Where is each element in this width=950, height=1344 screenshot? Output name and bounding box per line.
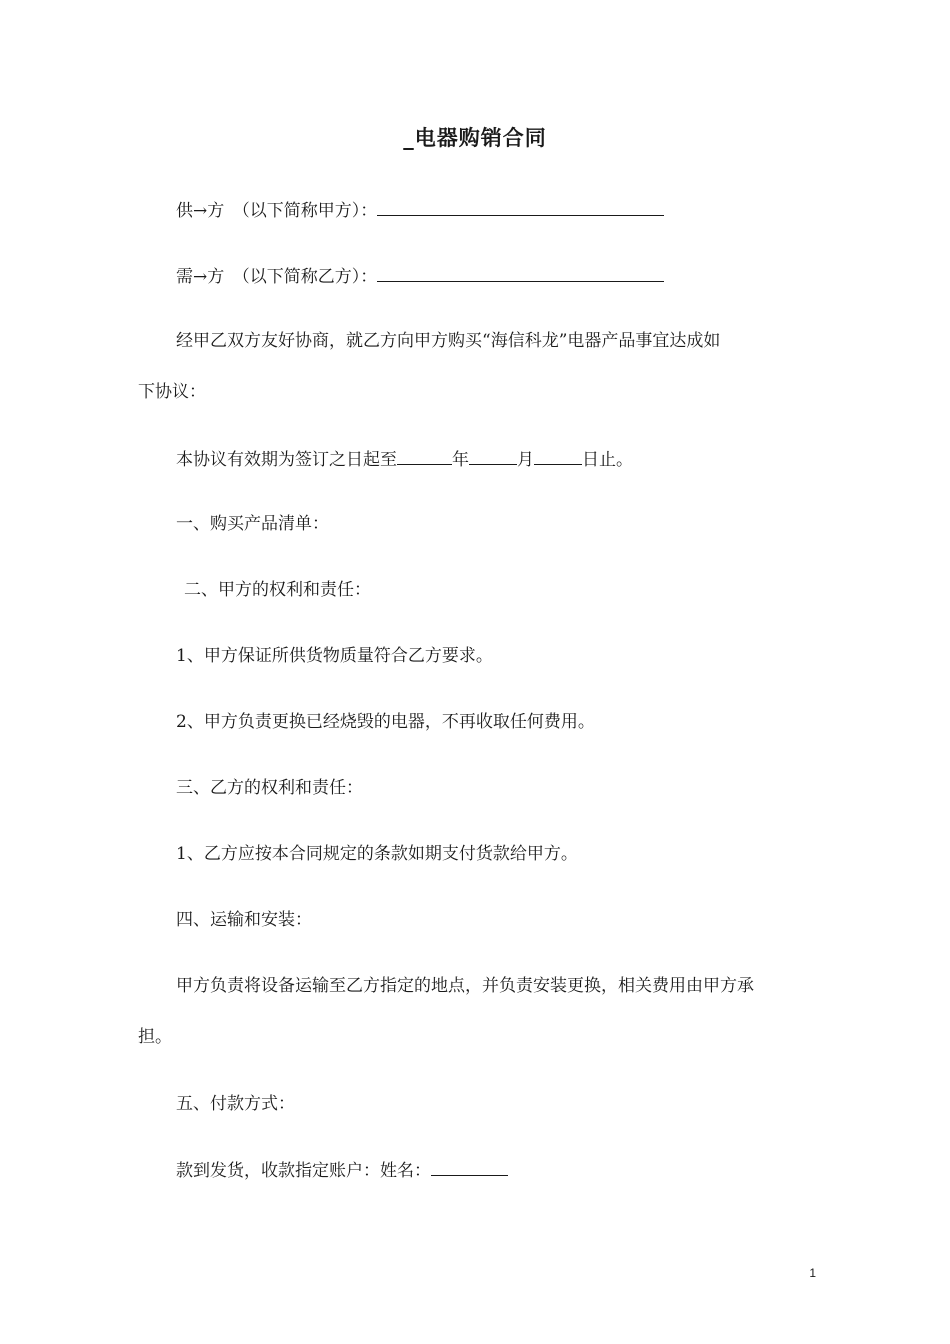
section-2-item-1: 1、甲方保证所供货物质量符合乙方要求。 [176,646,493,666]
payment-line [176,1158,508,1183]
buyer-line [176,264,664,289]
validity-month-blank [469,447,517,465]
section-3-item-1: 1、乙方应按本合同规定的条款如期支付货款给甲方。 [176,844,578,864]
payment-name-blank [431,1158,508,1176]
section-4-text-line2: 担。 [138,1027,172,1047]
buyer-label: 需→方 （以下简称乙方）： [176,267,378,287]
supplier-blank [377,198,664,216]
document-title: _电器购销合同 [403,126,547,150]
validity-day-label: 日止。 [582,450,633,470]
payment-text: 款到发货，收款指定账户：姓名： [176,1161,431,1181]
validity-year-blank [397,447,452,465]
section-1-heading: 一、购买产品清单： [176,514,329,534]
supplier-label: 供→方 （以下简称甲方）： [176,201,378,221]
section-3-heading: 三、乙方的权利和责任： [176,778,363,798]
intro-paragraph-line1: 经甲乙双方友好协商，就乙方向甲方购买“海信科龙”电器产品事宜达成如 [176,331,721,351]
buyer-blank [377,264,664,282]
section-4-text-line1: 甲方负责将设备运输至乙方指定的地点，并负责安装更换，相关费用由甲方承 [176,976,754,996]
validity-line [176,447,633,472]
section-4-heading: 四、运输和安装： [176,910,312,930]
validity-year-label: 年 [452,450,469,470]
section-2-item-2: 2、甲方负责更换已经烧毁的电器，不再收取任何费用。 [176,712,595,732]
section-2-heading: 二、甲方的权利和责任： [184,580,371,600]
validity-prefix: 本协议有效期为签订之日起至 [176,450,397,470]
section-5-heading: 五、付款方式： [176,1094,295,1114]
validity-day-blank [534,447,582,465]
intro-paragraph-line2: 下协议： [138,382,206,402]
page-number: 1 [809,1266,816,1280]
supplier-line [176,198,664,223]
validity-month-label: 月 [517,450,534,470]
